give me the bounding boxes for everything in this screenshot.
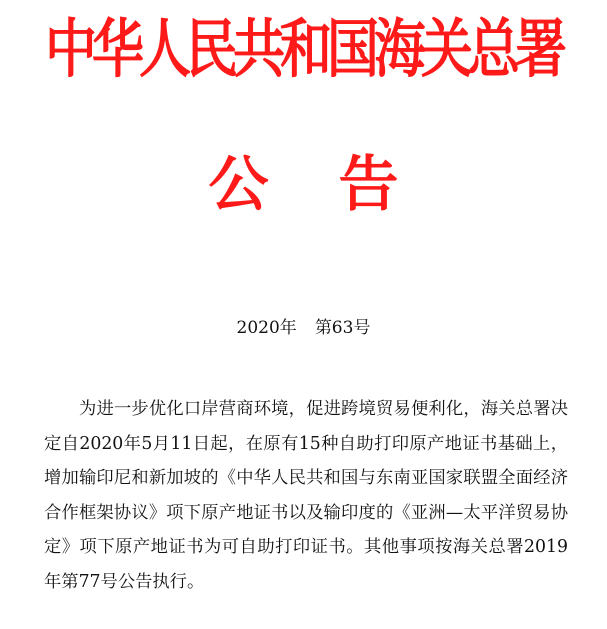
issuer-title: 中华人民共和国海关总署 [44,13,562,87]
document-serial-number: 第63号 [314,318,371,338]
document-number [0,316,607,340]
announcement-body: 为进一步优化口岸营商环境，促进跨境贸易便利化，海关总署决定自2020年5月11日起，在原有15种自助打印原产地证书基础上，增加输印尼和新加坡的《中华人民共和国与东南亚国家联盟全面经济合作框架协议》项下原产地证书以及输印度的《亚洲—太平洋贸易协定》项下原产地证书为可自助打印证书。其他事项按海关总署2019年第77号公告执行。 [44,399,568,592]
document-year: 2020年 [236,318,297,338]
document-type-heading: 公告 [208,150,469,220]
